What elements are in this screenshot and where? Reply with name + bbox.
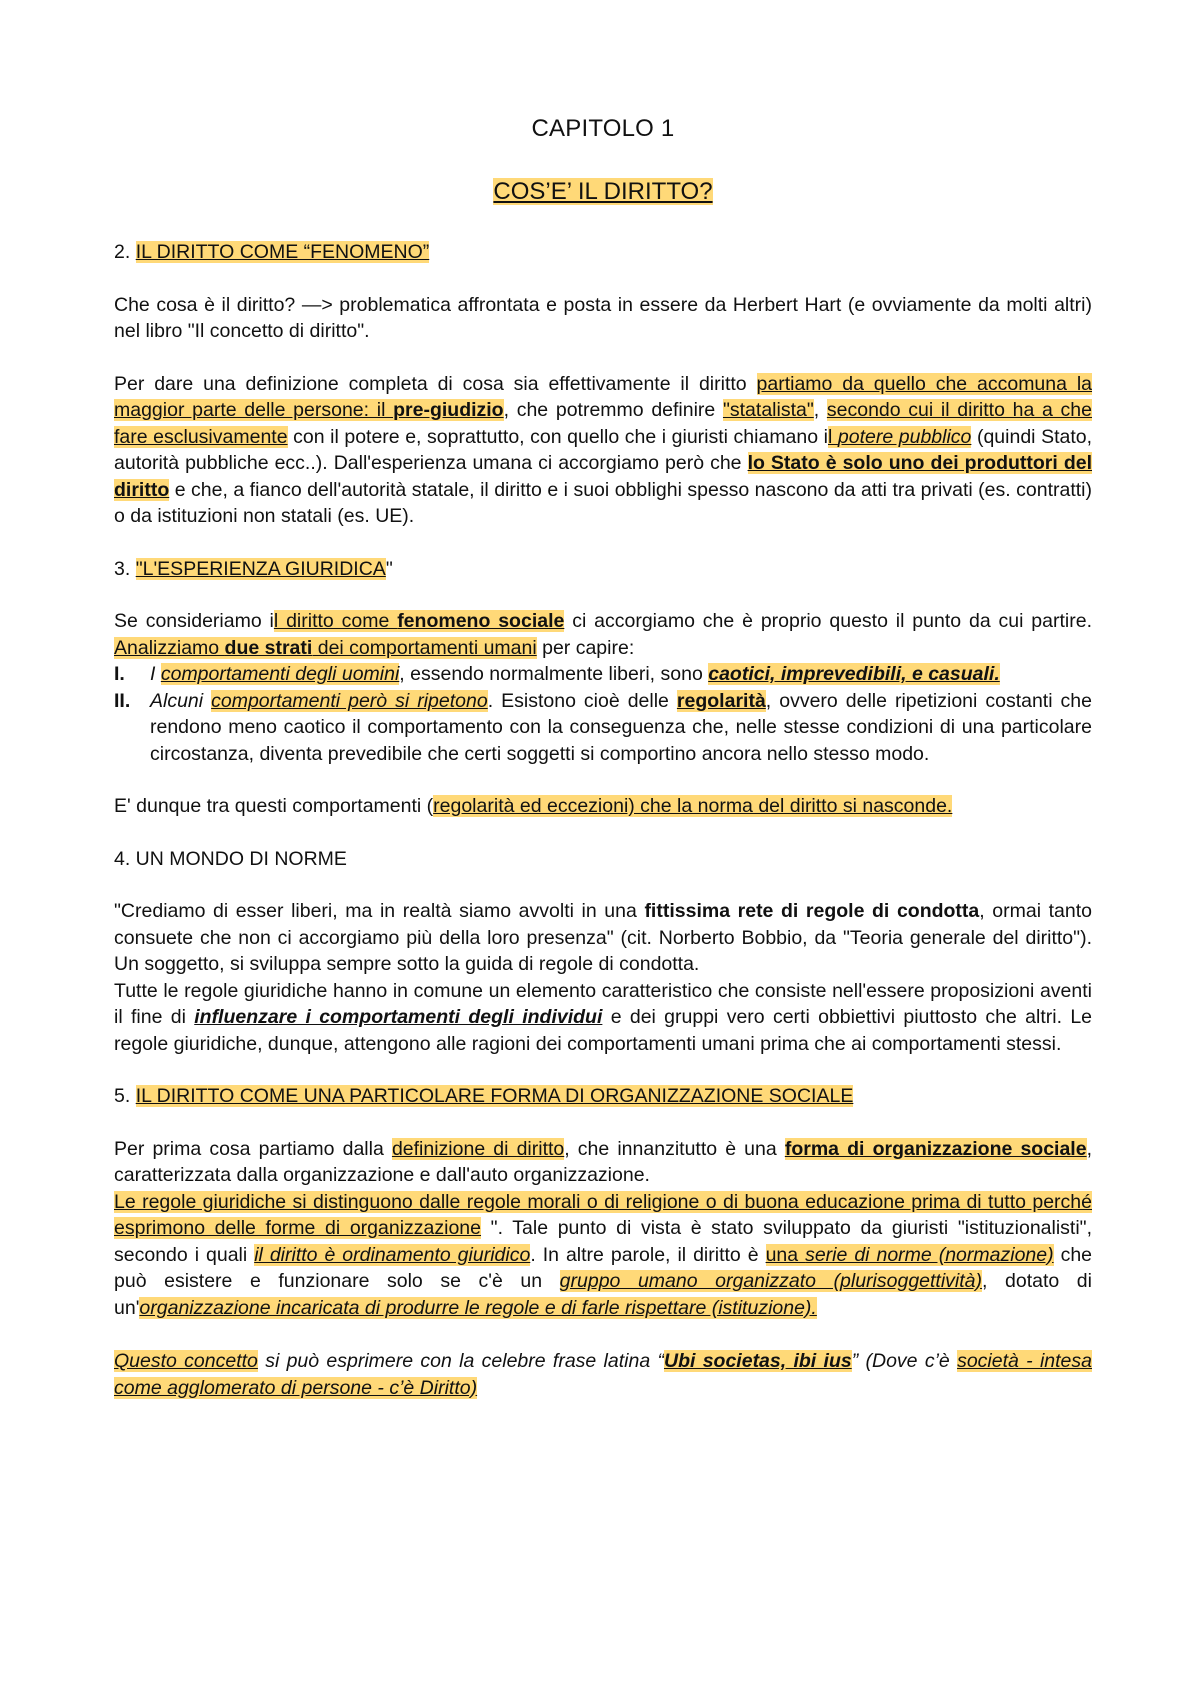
text-run: che può esistere e funzionare solo se c'è un xyxy=(114,1243,1093,1292)
highlight: Analizziamo xyxy=(114,636,225,659)
text-run: con il potere e, soprattutto, con quello che i giuristi chiamano i xyxy=(287,425,828,448)
section-5-paragraph-3 xyxy=(114,1348,1092,1401)
highlight-italic: organizzazione incaricata di produrre le regole e di farle rispettare (istituzione). xyxy=(139,1296,817,1319)
highlight-bold: Ubi societas, ibi ius xyxy=(663,1350,852,1372)
section-2-heading xyxy=(114,239,1092,266)
text-run: Se consideriamo i xyxy=(114,610,274,632)
highlight-bold: regolarità xyxy=(676,689,766,712)
section-5-heading-text: IL DIRITTO COME UNA PARTICOLARE FORMA DI ORGANIZZAZIONE SOCIALE xyxy=(135,1085,854,1107)
highlight-bold: lo Stato è solo uno dei produttori del diritto xyxy=(114,452,1092,501)
section-2-heading-text: IL DIRITTO COME “FENOMENO” xyxy=(135,241,430,263)
section-3-number: 3. xyxy=(114,557,136,580)
text-run: Alcuni xyxy=(150,689,212,712)
highlight-bold: fenomeno sociale xyxy=(397,610,565,632)
list-item xyxy=(114,661,1092,688)
text-run: E' dunque tra questi comportamenti ( xyxy=(114,795,434,817)
section-5-paragraph-2 xyxy=(114,1189,1092,1322)
section-3-paragraph-1 xyxy=(114,608,1092,661)
section-4-paragraph-1 xyxy=(114,898,1092,978)
section-3-heading xyxy=(114,556,1092,583)
section-4-heading: 4. UN MONDO DI NORME xyxy=(114,847,347,870)
highlight-bold: forma di organizzazione sociale xyxy=(784,1137,1087,1160)
section-2-paragraph-2 xyxy=(114,371,1092,530)
highlight: una xyxy=(765,1243,806,1266)
text-run: , ovvero delle ripetizioni costanti che rendono meno caotico il comportamento con la conseguenza che, nelle stesse condizioni di una particolare circostanza, diventa prevedibile che certi soggetti si comportino ancora nello stesso modo. xyxy=(150,689,1092,765)
text-run: e che, a fianco dell'autorità statale, il diritto e i suoi obblighi spesso nascono da atti tra privati (es. contratti) o da istituzioni non statali (es. UE). xyxy=(114,478,1092,527)
text-run: . Esistono cioè delle xyxy=(487,689,677,712)
bold-text: fittissima rete di regole di condotta xyxy=(644,900,980,922)
highlight: secondo cui il diritto ha a che fare esclusivamente xyxy=(114,399,1092,448)
text-run: ". Tale punto di vista è stato sviluppato da giuristi "istituzionalisti", secondo i quali xyxy=(114,1217,1093,1266)
text-run: Per dare una definizione completa di cosa sia effettivamente il diritto xyxy=(114,372,757,395)
highlight: Le regole giuridiche si distinguono dalle regole morali o di religione o di buona educazione prima di tutto perché esprimono delle forme di organizzazione xyxy=(114,1190,1092,1239)
section-5-heading xyxy=(114,1083,1092,1110)
highlight-italic-bold: caotici, imprevedibili, e casuali. xyxy=(708,663,1000,685)
highlight-bold: due strati xyxy=(224,636,313,659)
highlight: definizione di diritto xyxy=(391,1137,565,1160)
page-title xyxy=(114,179,1092,206)
text-run: , ormai tanto consuete che non ci accorgiamo più della loro presenza" (cit. Norberto Bobbio, da "Teoria generale del diritto"). Un soggetto, si sviluppa sempre sotto la guida di regole di condotta. xyxy=(114,900,1092,975)
text-run: ci accorgiamo che è proprio questo il punto da cui partire. xyxy=(564,610,1092,632)
highlight-italic: potere pubblico xyxy=(837,425,972,448)
section-3-heading-text: "L'ESPERIENZA GIURIDICA xyxy=(135,557,386,580)
text-run: e dei gruppi vero certi obbiettivi piuttosto che altri. Le regole giuridiche, dunque, attengono alle ragioni dei comportamenti umani prima che ai comportamenti stessi. xyxy=(114,1006,1093,1055)
text-run: (quindi Stato, autorità pubbliche ecc..). Dall'esperienza umana ci accorgiamo però che xyxy=(114,425,1093,474)
list-number: I. xyxy=(114,663,125,685)
text-run: . In altre parole, il diritto è xyxy=(530,1243,766,1266)
highlight-italic: Questo concetto xyxy=(114,1350,258,1372)
highlight-italic: serie di norme (normazione) xyxy=(805,1243,1054,1266)
section-3-paragraph-2 xyxy=(114,793,1092,820)
highlight: l diritto come xyxy=(273,610,398,632)
highlight: regolarità ed eccezioni) che la norma del diritto si nasconde. xyxy=(433,795,953,817)
highlight-bold: pre-giudizio xyxy=(393,399,504,421)
text-run: , che potremmo definire xyxy=(503,399,723,421)
text-run: per capire: xyxy=(536,636,635,659)
highlight: dei comportamenti umani xyxy=(312,636,537,659)
highlight-italic: comportamenti però si ripetono xyxy=(211,689,488,712)
section-2-number: 2. xyxy=(114,241,136,263)
highlight: l xyxy=(828,425,838,448)
chapter-title: CAPITOLO 1 xyxy=(531,115,675,142)
italic-text: si può esprimere con la celebre frase latina “ xyxy=(257,1350,664,1372)
highlight: "statalista" xyxy=(722,399,814,421)
underlined-italic: influenzare i comportamenti degli individui xyxy=(194,1006,603,1028)
section-5-number: 5. xyxy=(114,1085,136,1107)
text-run: , caratterizzata dalla organizzazione e dall'auto organizzazione. xyxy=(114,1137,1092,1186)
list-number: II. xyxy=(114,689,131,712)
highlight-italic: il diritto è ordinamento giuridico xyxy=(254,1243,531,1266)
section-5-paragraph-1 xyxy=(114,1136,1092,1189)
highlight-italic: gruppo umano organizzato (plurisoggettività) xyxy=(559,1270,983,1292)
roman-list xyxy=(114,661,1092,767)
section-2-paragraph-1: Che cosa è il diritto? —> problematica affrontata e posta in essere da Herbert Hart (e ovviamente da molti altri) nel libro "Il concetto di diritto". xyxy=(114,293,1092,342)
highlight-italic: comportamenti degli uomini xyxy=(160,663,400,685)
text-run: , dotato di un' xyxy=(114,1270,1092,1319)
text-run: , che innanzitutto è una xyxy=(564,1137,785,1160)
list-item xyxy=(114,688,1092,768)
page-title-text: COS’E’ IL DIRITTO? xyxy=(493,177,713,205)
highlight: partiamo da quello che accomuna la maggior parte delle persone: il xyxy=(114,372,1093,421)
text-run: " xyxy=(385,557,393,580)
text-run: Tutte le regole giuridiche hanno in comune un elemento caratteristico che consiste nell'essere proposizioni aventi il fine di xyxy=(114,979,1092,1028)
text-run: "Crediamo di esser liberi, ma in realtà siamo avvolti in una xyxy=(114,900,645,922)
section-4-paragraph-2 xyxy=(114,978,1092,1058)
text-run: Per prima cosa partiamo dalla xyxy=(114,1137,392,1160)
highlight-italic: società - intesa come agglomerato di persone - c’è Diritto) xyxy=(114,1350,1092,1399)
text-run: , essendo normalmente liberi, sono xyxy=(399,663,709,685)
text-run: I xyxy=(150,663,161,685)
text-run: , xyxy=(813,399,827,421)
italic-text: ” (Dove c’è xyxy=(851,1350,958,1372)
